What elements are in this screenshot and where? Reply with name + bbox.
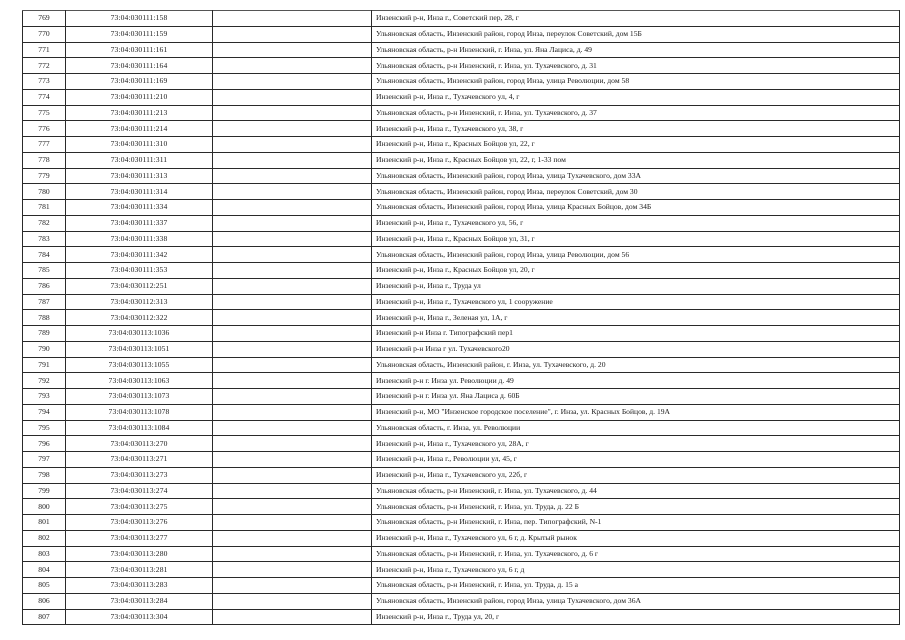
empty-cell: [213, 373, 372, 389]
empty-cell: [213, 152, 372, 168]
empty-cell: [213, 546, 372, 562]
cadastral-number-cell: 73:04:030111:337: [66, 215, 213, 231]
table-row: [23, 515, 900, 531]
row-number-cell: 807: [23, 609, 66, 625]
row-number-cell: 798: [23, 467, 66, 483]
empty-cell: [213, 530, 372, 546]
table-row: [23, 404, 900, 420]
empty-cell: [213, 310, 372, 326]
cadastral-number-cell: 73:04:030113:1073: [66, 389, 213, 405]
table-row: [23, 74, 900, 90]
empty-cell: [213, 294, 372, 310]
table-row: [23, 215, 900, 231]
cadastral-number-cell: 73:04:030113:277: [66, 530, 213, 546]
cadastral-number-cell: 73:04:030111:169: [66, 74, 213, 90]
row-number-cell: 799: [23, 483, 66, 499]
cadastral-number-cell: 73:04:030111:159: [66, 26, 213, 42]
cadastral-number-cell: 73:04:030111:314: [66, 184, 213, 200]
row-number-cell: 781: [23, 200, 66, 216]
table-row: [23, 530, 900, 546]
empty-cell: [213, 420, 372, 436]
empty-cell: [213, 231, 372, 247]
cadastral-number-cell: 73:04:030112:313: [66, 294, 213, 310]
address-cell: Ульяновская область, р-н Инзенский, г. Инза, ул. Труда, д. 15 а: [372, 578, 900, 594]
table-row: [23, 89, 900, 105]
row-number-cell: 800: [23, 499, 66, 515]
address-cell: Инзенский р-н, Инза г., Красных Бойцов ул, 22, г, 1-33 пом: [372, 152, 900, 168]
row-number-cell: 772: [23, 58, 66, 74]
table-row: [23, 263, 900, 279]
empty-cell: [213, 26, 372, 42]
table-row: [23, 58, 900, 74]
empty-cell: [213, 247, 372, 263]
address-cell: Ульяновская область, р-н Инзенский, г. Инза, ул. Тухачевского, д. 37: [372, 105, 900, 121]
address-cell: Инзенский р-н Инза г ул. Тухачевского20: [372, 341, 900, 357]
cadastral-number-cell: 73:04:030113:283: [66, 578, 213, 594]
address-cell: Ульяновская область, Инзенский район, город Инза, переулок Советский, дом 15Б: [372, 26, 900, 42]
table-row: [23, 247, 900, 263]
table-row: [23, 373, 900, 389]
empty-cell: [213, 578, 372, 594]
address-cell: Ульяновская область, Инзенский район, город Инза, улица Революции, дом 58: [372, 74, 900, 90]
empty-cell: [213, 200, 372, 216]
address-cell: Ульяновская область, Инзенский район, город Инза, улица Красных Бойцов, дом 34Б: [372, 200, 900, 216]
address-cell: Инзенский р-н, Инза г., Зеленая ул, 1А, г: [372, 310, 900, 326]
address-cell: Инзенский р-н, Инза г., Труда ул, 20, г: [372, 609, 900, 625]
empty-cell: [213, 436, 372, 452]
address-cell: Ульяновская область, Инзенский район, город Инза, переулок Советский, дом 30: [372, 184, 900, 200]
address-cell: Ульяновская область, р-н Инзенский, г. Инза, ул. Тухачевского, д. 31: [372, 58, 900, 74]
address-cell: Ульяновская область, Инзенский район, город Инза, улица Революции, дом 56: [372, 247, 900, 263]
row-number-cell: 804: [23, 562, 66, 578]
row-number-cell: 794: [23, 404, 66, 420]
address-cell: Инзенский р-н, Инза г., Труда ул: [372, 278, 900, 294]
row-number-cell: 802: [23, 530, 66, 546]
table-body: [23, 11, 900, 625]
cadastral-number-cell: 73:04:030111:214: [66, 121, 213, 137]
empty-cell: [213, 105, 372, 121]
table-row: [23, 294, 900, 310]
empty-cell: [213, 168, 372, 184]
table-row: [23, 152, 900, 168]
empty-cell: [213, 609, 372, 625]
cadastral-number-cell: 73:04:030113:270: [66, 436, 213, 452]
cadastral-number-cell: 73:04:030113:304: [66, 609, 213, 625]
table-row: [23, 278, 900, 294]
empty-cell: [213, 562, 372, 578]
address-cell: Инзенский р-н, Инза г., Тухачевского ул, 22б, г: [372, 467, 900, 483]
cadastral-number-cell: 73:04:030111:210: [66, 89, 213, 105]
cadastral-number-cell: 73:04:030113:1051: [66, 341, 213, 357]
cadastral-number-cell: 73:04:030113:281: [66, 562, 213, 578]
cadastral-number-cell: 73:04:030113:274: [66, 483, 213, 499]
address-cell: Инзенский р-н, Инза г., Красных Бойцов ул, 20, г: [372, 263, 900, 279]
empty-cell: [213, 452, 372, 468]
address-cell: Инзенский р-н, Инза г., Тухачевского ул, 56, г: [372, 215, 900, 231]
property-register-table: [22, 10, 900, 625]
cadastral-number-cell: 73:04:030113:1036: [66, 326, 213, 342]
cadastral-number-cell: 73:04:030113:271: [66, 452, 213, 468]
empty-cell: [213, 184, 372, 200]
empty-cell: [213, 483, 372, 499]
empty-cell: [213, 593, 372, 609]
row-number-cell: 769: [23, 11, 66, 27]
address-cell: Инзенский р-н, Инза г., Тухачевского ул, 4, г: [372, 89, 900, 105]
address-cell: Инзенский р-н, Инза г., Тухачевского ул, 6 г, д: [372, 562, 900, 578]
row-number-cell: 780: [23, 184, 66, 200]
table-row: [23, 467, 900, 483]
address-cell: Инзенский р-н Инза г. Типографский пер1: [372, 326, 900, 342]
cadastral-number-cell: 73:04:030113:284: [66, 593, 213, 609]
cadastral-number-cell: 73:04:030111:213: [66, 105, 213, 121]
address-cell: Ульяновская область, р-н Инзенский, г. Инза, ул. Тухачевского, д. 44: [372, 483, 900, 499]
address-cell: Инзенский р-н, Инза г., Тухачевского ул, 1 сооружение: [372, 294, 900, 310]
cadastral-number-cell: 73:04:030111:342: [66, 247, 213, 263]
address-cell: Инзенский р-н г. Инза ул. Яна Лациса д. 60Б: [372, 389, 900, 405]
row-number-cell: 791: [23, 357, 66, 373]
row-number-cell: 793: [23, 389, 66, 405]
empty-cell: [213, 357, 372, 373]
address-cell: Ульяновская область, Инзенский район, город Инза, улица Тухачевского, дом 33А: [372, 168, 900, 184]
cadastral-number-cell: 73:04:030113:1063: [66, 373, 213, 389]
row-number-cell: 787: [23, 294, 66, 310]
empty-cell: [213, 278, 372, 294]
cadastral-number-cell: 73:04:030112:251: [66, 278, 213, 294]
cadastral-number-cell: 73:04:030111:311: [66, 152, 213, 168]
empty-cell: [213, 467, 372, 483]
row-number-cell: 801: [23, 515, 66, 531]
address-cell: Инзенский р-н г. Инза ул. Революции д. 49: [372, 373, 900, 389]
empty-cell: [213, 137, 372, 153]
address-cell: Ульяновская область, Инзенский район, г. Инза, ул. Тухачевского, д. 20: [372, 357, 900, 373]
address-cell: Инзенский р-н, Инза г., Красных Бойцов ул, 31, г: [372, 231, 900, 247]
document-sheet: [22, 10, 900, 625]
row-number-cell: 784: [23, 247, 66, 263]
address-cell: Инзенский р-н, Инза г., Красных Бойцов ул, 22, г: [372, 137, 900, 153]
row-number-cell: 796: [23, 436, 66, 452]
row-number-cell: 771: [23, 42, 66, 58]
row-number-cell: 782: [23, 215, 66, 231]
row-number-cell: 785: [23, 263, 66, 279]
cadastral-number-cell: 73:04:030111:158: [66, 11, 213, 27]
table-row: [23, 562, 900, 578]
address-cell: Инзенский р-н, Инза г., Советский пер, 28, г: [372, 11, 900, 27]
empty-cell: [213, 499, 372, 515]
address-cell: Ульяновская область, р-н Инзенский, г. Инза, пер. Типографский, N-1: [372, 515, 900, 531]
table-row: [23, 357, 900, 373]
empty-cell: [213, 341, 372, 357]
table-row: [23, 121, 900, 137]
cadastral-number-cell: 73:04:030111:334: [66, 200, 213, 216]
table-row: [23, 452, 900, 468]
table-row: [23, 593, 900, 609]
row-number-cell: 783: [23, 231, 66, 247]
table-row: [23, 105, 900, 121]
empty-cell: [213, 215, 372, 231]
table-row: [23, 341, 900, 357]
address-cell: Инзенский р-н, Инза г., Тухачевского ул, 6 г, д. Крытый рынок: [372, 530, 900, 546]
table-row: [23, 11, 900, 27]
table-row: [23, 137, 900, 153]
table-row: [23, 483, 900, 499]
address-cell: Инзенский р-н, Инза г., Тухачевского ул, 38, г: [372, 121, 900, 137]
row-number-cell: 788: [23, 310, 66, 326]
cadastral-number-cell: 73:04:030111:353: [66, 263, 213, 279]
address-cell: Ульяновская область, р-н Инзенский, г. Инза, ул. Яна Лациса, д. 49: [372, 42, 900, 58]
empty-cell: [213, 404, 372, 420]
table-row: [23, 578, 900, 594]
empty-cell: [213, 11, 372, 27]
row-number-cell: 795: [23, 420, 66, 436]
cadastral-number-cell: 73:04:030113:273: [66, 467, 213, 483]
row-number-cell: 773: [23, 74, 66, 90]
address-cell: Ульяновская область, р-н Инзенский, г. Инза, ул. Труда, д. 22 Б: [372, 499, 900, 515]
address-cell: Инзенский р-н, МО "Инзенское городское поселение", г. Инза, ул. Красных Бойцов, д. 19А: [372, 404, 900, 420]
cadastral-number-cell: 73:04:030111:164: [66, 58, 213, 74]
empty-cell: [213, 515, 372, 531]
address-cell: Ульяновская область, р-н Инзенский, г. Инза, ул. Тухачевского, д. 6 г: [372, 546, 900, 562]
row-number-cell: 803: [23, 546, 66, 562]
cadastral-number-cell: 73:04:030113:1078: [66, 404, 213, 420]
cadastral-number-cell: 73:04:030113:1055: [66, 357, 213, 373]
row-number-cell: 805: [23, 578, 66, 594]
table-row: [23, 609, 900, 625]
cadastral-number-cell: 73:04:030111:313: [66, 168, 213, 184]
table-row: [23, 546, 900, 562]
empty-cell: [213, 263, 372, 279]
table-row: [23, 42, 900, 58]
table-row: [23, 26, 900, 42]
address-cell: Инзенский р-н, Инза г., Революции ул, 45, г: [372, 452, 900, 468]
cadastral-number-cell: 73:04:030113:275: [66, 499, 213, 515]
address-cell: Ульяновская область, Инзенский район, город Инза, улица Тухачевского, дом 36А: [372, 593, 900, 609]
row-number-cell: 777: [23, 137, 66, 153]
empty-cell: [213, 74, 372, 90]
row-number-cell: 797: [23, 452, 66, 468]
table-row: [23, 389, 900, 405]
row-number-cell: 790: [23, 341, 66, 357]
row-number-cell: 792: [23, 373, 66, 389]
table-row: [23, 200, 900, 216]
empty-cell: [213, 389, 372, 405]
row-number-cell: 786: [23, 278, 66, 294]
address-cell: Ульяновская область, г. Инза, ул. Революции: [372, 420, 900, 436]
empty-cell: [213, 58, 372, 74]
empty-cell: [213, 42, 372, 58]
row-number-cell: 775: [23, 105, 66, 121]
cadastral-number-cell: 73:04:030113:276: [66, 515, 213, 531]
row-number-cell: 789: [23, 326, 66, 342]
row-number-cell: 778: [23, 152, 66, 168]
cadastral-number-cell: 73:04:030111:338: [66, 231, 213, 247]
table-row: [23, 231, 900, 247]
empty-cell: [213, 326, 372, 342]
table-row: [23, 420, 900, 436]
table-row: [23, 436, 900, 452]
table-row: [23, 499, 900, 515]
row-number-cell: 770: [23, 26, 66, 42]
empty-cell: [213, 121, 372, 137]
row-number-cell: 774: [23, 89, 66, 105]
table-row: [23, 168, 900, 184]
cadastral-number-cell: 73:04:030111:161: [66, 42, 213, 58]
row-number-cell: 776: [23, 121, 66, 137]
table-row: [23, 184, 900, 200]
cadastral-number-cell: 73:04:030113:1084: [66, 420, 213, 436]
table-row: [23, 310, 900, 326]
row-number-cell: 779: [23, 168, 66, 184]
address-cell: Инзенский р-н, Инза г., Тухачевского ул, 28А, г: [372, 436, 900, 452]
table-row: [23, 326, 900, 342]
cadastral-number-cell: 73:04:030111:310: [66, 137, 213, 153]
cadastral-number-cell: 73:04:030113:280: [66, 546, 213, 562]
row-number-cell: 806: [23, 593, 66, 609]
empty-cell: [213, 89, 372, 105]
cadastral-number-cell: 73:04:030112:322: [66, 310, 213, 326]
